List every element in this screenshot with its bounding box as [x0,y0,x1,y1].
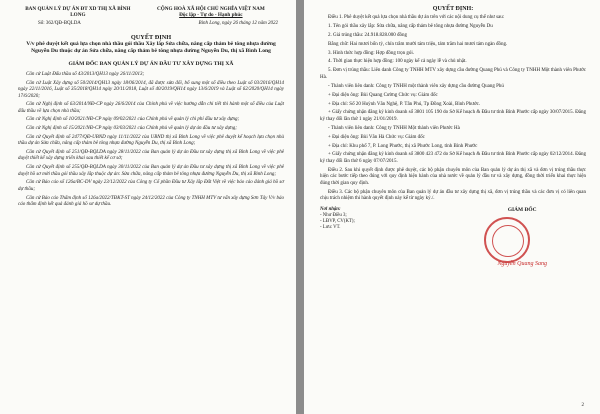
decision-item: Điều 2. Sau khi quyết định được phê duyệt, các bộ phận chuyên môn của Ban quản lý dự án thị xã và đơn vị trúng thầu thực hiện các bước tiếp theo đúng với quy định hiện hành của nhà nước về quản lý đầu tư và xây dựng, đồng thời triển khai thực hiện đúng thời gian quy định. [320,167,586,186]
decision-item: + Đại diện ông: Bùi Quang Cường Chức vụ: Giám đốc [328,92,438,98]
country-name: CỘNG HOÀ XÃ HỘI CHỦ NGHĨA VIỆT NAM [156,6,265,12]
decision-item: 1. Tên gói thầu xây lắp: Sửa chữa, nâng cấp thảm bê tông nhựa đường Nguyễn Du [328,23,493,29]
signer-name: Nguyễn Quang Sang [497,260,547,267]
legal-basis-item: Căn cứ Báo cáo số 126a/BC-DV ngày 23/12/2022 của Công ty Cổ phần Đầu tư Xây lắp Đất Việt về việc báo cáo đánh giá hồ sơ dự thầu; [18,180,284,192]
legal-basis-item: Căn cứ Quyết định số 255/QĐ-BQLDA ngày 30/11/2022 của Ban quản lý dự án Đầu tư xây dựng thị xã Bình Long về việc phê duyệt hồ sơ mời thầu gói thầu xây lắp thuộc dự án: Sửa chữa, nâng cấp thảm bê tông nhựa đường Nguyễn Du, thị xã Bình Long; [18,165,284,177]
document-page-1 [0,0,296,414]
decision-item: - Thành viên liên danh: Công ty TNHH Một thành viên Phước Hà [328,125,460,131]
document-page-2 [304,0,600,414]
decision-heading: QUYẾT ĐỊNH: [432,6,474,12]
recipients-list [320,213,453,231]
decision-item: + Đại diện ông: Bùi Văn Hà Chức vụ: Giám đốc [328,134,425,140]
document-number: Số: 362/QĐ-BQLDA [38,20,81,26]
legal-basis-list [18,72,284,209]
national-motto: Độc lập - Tự do - Hạnh phúc [179,12,243,19]
decision-item: Điều 3. Các bộ phận chuyên môn của Ban quản lý dự án đầu tư xây dựng thị xã, đơn vị trúng thầu và các đơn vị có liên quan chịu trách nhiệm thi hành quyết định này kể từ ngày ký./. [320,189,586,202]
agency-name: BAN QUẢN LÝ DỰ ÁN ĐT XD THỊ XÃ BÌNH LONG [25,6,131,19]
legal-basis-item: Căn cứ Nghị định số 63/2014/NĐ-CP ngày 26/6/2014 của Chính phủ về việc hướng dẫn chi tiết thi hành một số điều của Luật đấu thầu về lựa chọn nhà thầu; [18,102,284,114]
document-title: QUYẾT ĐỊNH [130,33,172,41]
decision-item: + Địa chỉ: Khu phố 7, P. Long Phước, thị xã Phước Long, tỉnh Bình Phước [328,143,478,149]
decision-item: + Giấy chứng nhận đăng ký kinh doanh số 3800 423 472 do Sở Kế hoạch & Đầu tư tỉnh Bình Phước cấp ngày 02/12/2014. Đăng ký thay đổi lần thứ 6 ngày 07/07/2015. [320,152,586,164]
legal-basis-item: Căn cứ Luật Xây dựng số 50/2014/QH13 ngày 18/06/2014, đã được sửa đổi, bổ sung một số điều theo Luật số 03/2016/QH14 ngày 22/11/2016, Luật số 35/2018/QH14 ngày 20/11/2018, Luật số 40/2019/QH14 ngày 13/6/2019 và Luật số 62/2020/QH14 ngày 17/6/2020; [18,80,284,99]
legal-basis-item: Căn cứ Nghị định số 15/2021/NĐ-CP ngày 03/03/2021 của Chính phủ về quản lý dự án đầu tư xây dựng; [26,126,237,132]
place-date: Bình Long, ngày 26 tháng 12 năm 2022 [198,20,278,26]
decision-item: 5. Đơn vị trúng thầu: Liên danh Công ty TNHH MTV xây dựng cầu đường Quang Phú và Công ty TNHH Một thành viên Phước Hà. [320,68,586,80]
legal-basis-item: Căn cứ Nghị định số 10/2021/NĐ-CP ngày 09/02/2021 của Chính phủ về quản lý chi phí đầu tư xây dựng; [26,117,240,123]
recipient-item: - Như Điều 3; [320,212,347,218]
recipients-label: Nơi nhận: [320,206,341,212]
decision-articles [320,15,586,203]
signer-role: GIÁM ĐỐC [507,206,537,213]
document-header [18,6,284,19]
decision-item: 3. Hình thức hợp đồng: Hợp đồng trọn gói. [328,50,415,56]
decision-item: + Địa chỉ: Số 20 Huỳnh Văn Nghệ, P. Tân Phú, Tp Đồng Xoài, Bình Phước. [328,101,481,107]
issuing-authority: GIÁM ĐỐC BAN QUẢN LÝ DỰ ÁN ĐẦU TƯ XÂY DỰNG THỊ XÃ [68,60,234,67]
signature-block [320,207,586,267]
page-number: 2 [581,403,584,408]
legal-basis-item: Căn cứ Quyết định số 251/QĐ-BQLDA ngày 28/11/2022 của Ban quản lý dự án Đầu tư xây dựng thị xã Bình Long về việc phê duyệt thiết kế xây dựng triển khai sau thiết kế cơ sở; [18,149,284,162]
legal-basis-item: Căn cứ Quyết định số 2477/QĐ-UBND ngày 11/11/2022 của UBND thị xã Bình Long về việc phê duyệt kế hoạch lựa chọn nhà thầu dự án Sửa chữa, nâng cấp thảm bê tông nhựa đường Nguyễn Du, thị xã Bình Long; [18,134,284,147]
recipient-item: - LĐVP, CV(KT); [320,218,355,224]
recipient-item: - Lưu: VT. [320,224,341,230]
decision-item: + Giấy chứng nhận đăng ký kinh doanh số 3801 105 190 do Sở Kế hoạch & Đầu tư tỉnh Bình Phước cấp ngày 30/07/2015. Đăng ký thay đổi lần thứ 1 ngày 21/01/2019. [320,110,586,122]
decision-item: Bằng chữ: Hai mươi bốn tỷ, chín trăm mười tám triệu, tám trăm hai mươi tám ngàn đồng. [328,41,508,47]
official-stamp-icon [484,217,530,263]
decision-item: 4. Thời gian thực hiện hợp đồng: 100 ngày kể cả ngày lễ và chủ nhật. [328,59,467,65]
document-subtitle: V/v phê duyệt kết quả lựa chọn nhà thầu gói thầu Xây lắp Sửa chữa, nâng cấp thảm bê tông nhựa đường Nguyễn Du thuộc dự án Sửa chữa, nâng cấp thảm bê tông nhựa đường Nguyễn Du, thị xã Bình Long [26,40,276,54]
decision-item: Điều 1. Phê duyệt kết quả lựa chọn nhà thầu dự án trên với các nội dung cụ thể như sau: [328,15,505,20]
decision-item: - Thành viên liên danh: Công ty TNHH một thành viên xây dựng cầu đường Quang Phú [328,83,504,89]
legal-basis-item: Căn cứ Luật Đấu thầu số 43/2013/QH13 ngày 26/11/2013; [26,71,145,77]
decision-item: 2. Giá trúng thầu: 24.918.828.000 đồng [328,32,408,38]
legal-basis-item: Căn cứ Báo cáo Thẩm định số 126a/2022/TĐKT-ST ngày 24/12/2022 của Công ty TNHH MTV tư vấn xây dựng Sơn Tây V/v báo cáo thẩm định kết quả đánh giá hồ sơ dự thầu. [18,195,284,207]
